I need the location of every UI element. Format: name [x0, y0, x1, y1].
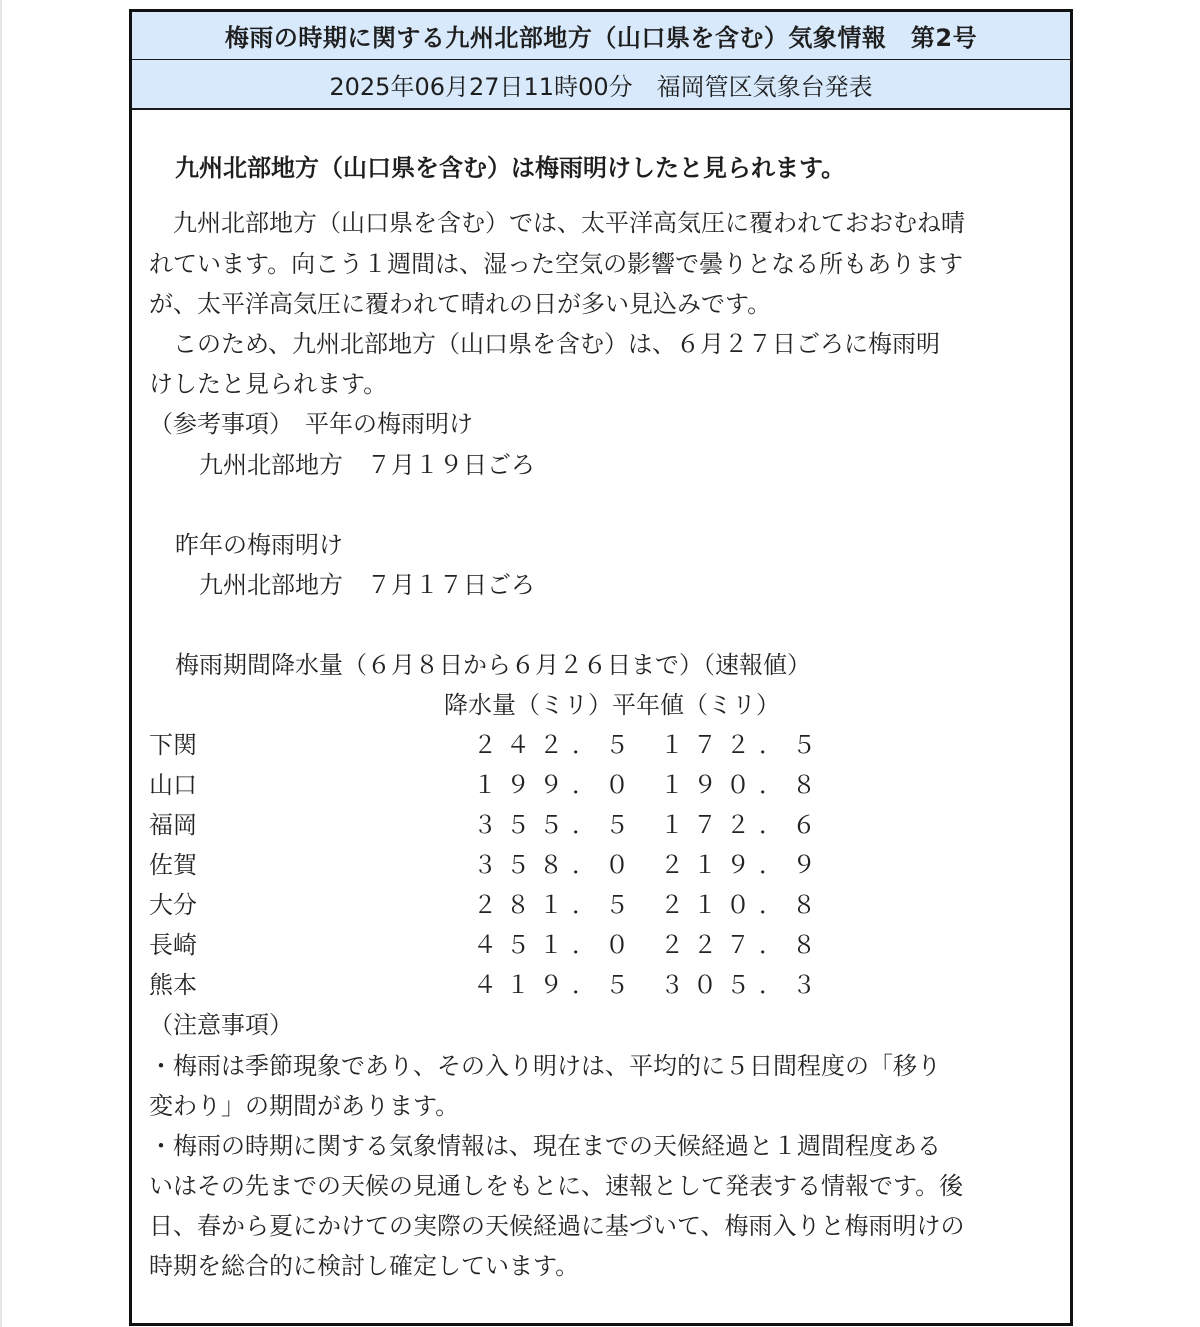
- rainfall-normal: １９０．８: [660, 771, 825, 799]
- rainfall-column-headers: 降水量（ミリ）平年値（ミリ）: [444, 691, 780, 719]
- rainfall-amount: ２８１．５: [473, 891, 638, 919]
- body-line: けしたと見られます。: [149, 370, 388, 398]
- body-line: 九州北部地方（山口県を含む）では、太平洋高気圧に覆われておおむね晴: [149, 209, 965, 237]
- rainfall-amount: ３５８．０: [473, 851, 638, 879]
- station-name: 福岡: [149, 811, 197, 839]
- station-name: 佐賀: [149, 851, 197, 879]
- body-line: れています。向こう１週間は、湿った空気の影響で曇りとなる所もあります: [149, 250, 964, 278]
- page-edge-divider: [0, 0, 2, 1327]
- rainfall-normal: ３０５．３: [660, 971, 825, 999]
- reference-heading: （参考事項） 平年の梅雨明け: [149, 410, 473, 438]
- rainfall-amount: ４１９．５: [473, 971, 638, 999]
- note-line: ・梅雨の時期に関する気象情報は、現在までの天候経過と１週間程度ある: [149, 1132, 941, 1160]
- body-line: このため、九州北部地方（山口県を含む）は、６月２７日ごろに梅雨明: [149, 330, 941, 358]
- rainfall-amount: ２４２．５: [473, 731, 638, 759]
- notice-title: 梅雨の時期に関する九州北部地方（山口県を含む）気象情報 第2号: [132, 12, 1070, 60]
- notes-heading: （注意事項）: [149, 1011, 293, 1039]
- last-year-end-date: 九州北部地方 ７月１７日ごろ: [175, 571, 535, 599]
- rainfall-normal: ２１０．８: [660, 891, 825, 919]
- note-line: 変わり」の期間があります。: [149, 1092, 460, 1120]
- station-name: 熊本: [149, 971, 197, 999]
- normal-end-date: 九州北部地方 ７月１９日ごろ: [175, 451, 535, 479]
- headline: 九州北部地方（山口県を含む）は梅雨明けしたと見られます。: [175, 154, 846, 182]
- issue-date: 2025年06月27日11時00分 福岡管区気象台発表: [132, 60, 1070, 110]
- rainfall-normal: １７２．６: [660, 811, 825, 839]
- note-line: 日、春から夏にかけての実際の天候経過に基づいて、梅雨入りと梅雨明けの: [149, 1212, 965, 1240]
- rainfall-amount: ４５１．０: [473, 931, 638, 959]
- note-line: いはその先までの天候の見通しをもとに、速報として発表する情報です。後: [149, 1172, 964, 1200]
- rainfall-heading: 梅雨期間降水量（６月８日から６月２６日まで）（速報値）: [151, 651, 811, 679]
- rainfall-normal: ２２７．８: [660, 931, 825, 959]
- rainfall-amount: １９９．０: [473, 771, 638, 799]
- station-name: 長崎: [149, 931, 197, 959]
- station-name: 山口: [149, 771, 197, 799]
- station-name: 下関: [149, 731, 197, 759]
- note-line: ・梅雨は季節現象であり、その入り明けは、平均的に５日間程度の「移り: [149, 1052, 941, 1080]
- rainfall-normal: １７２．５: [660, 731, 825, 759]
- station-name: 大分: [149, 891, 197, 919]
- last-year-heading: 昨年の梅雨明け: [151, 531, 343, 559]
- note-line: 時期を総合的に検討し確定しています。: [149, 1252, 580, 1280]
- rainfall-amount: ３５５．５: [473, 811, 638, 839]
- body-line: が、太平洋高気圧に覆われて晴れの日が多い見込みです。: [149, 290, 772, 318]
- weather-notice-box: [129, 9, 1073, 1326]
- rainfall-normal: ２１９．９: [660, 851, 825, 879]
